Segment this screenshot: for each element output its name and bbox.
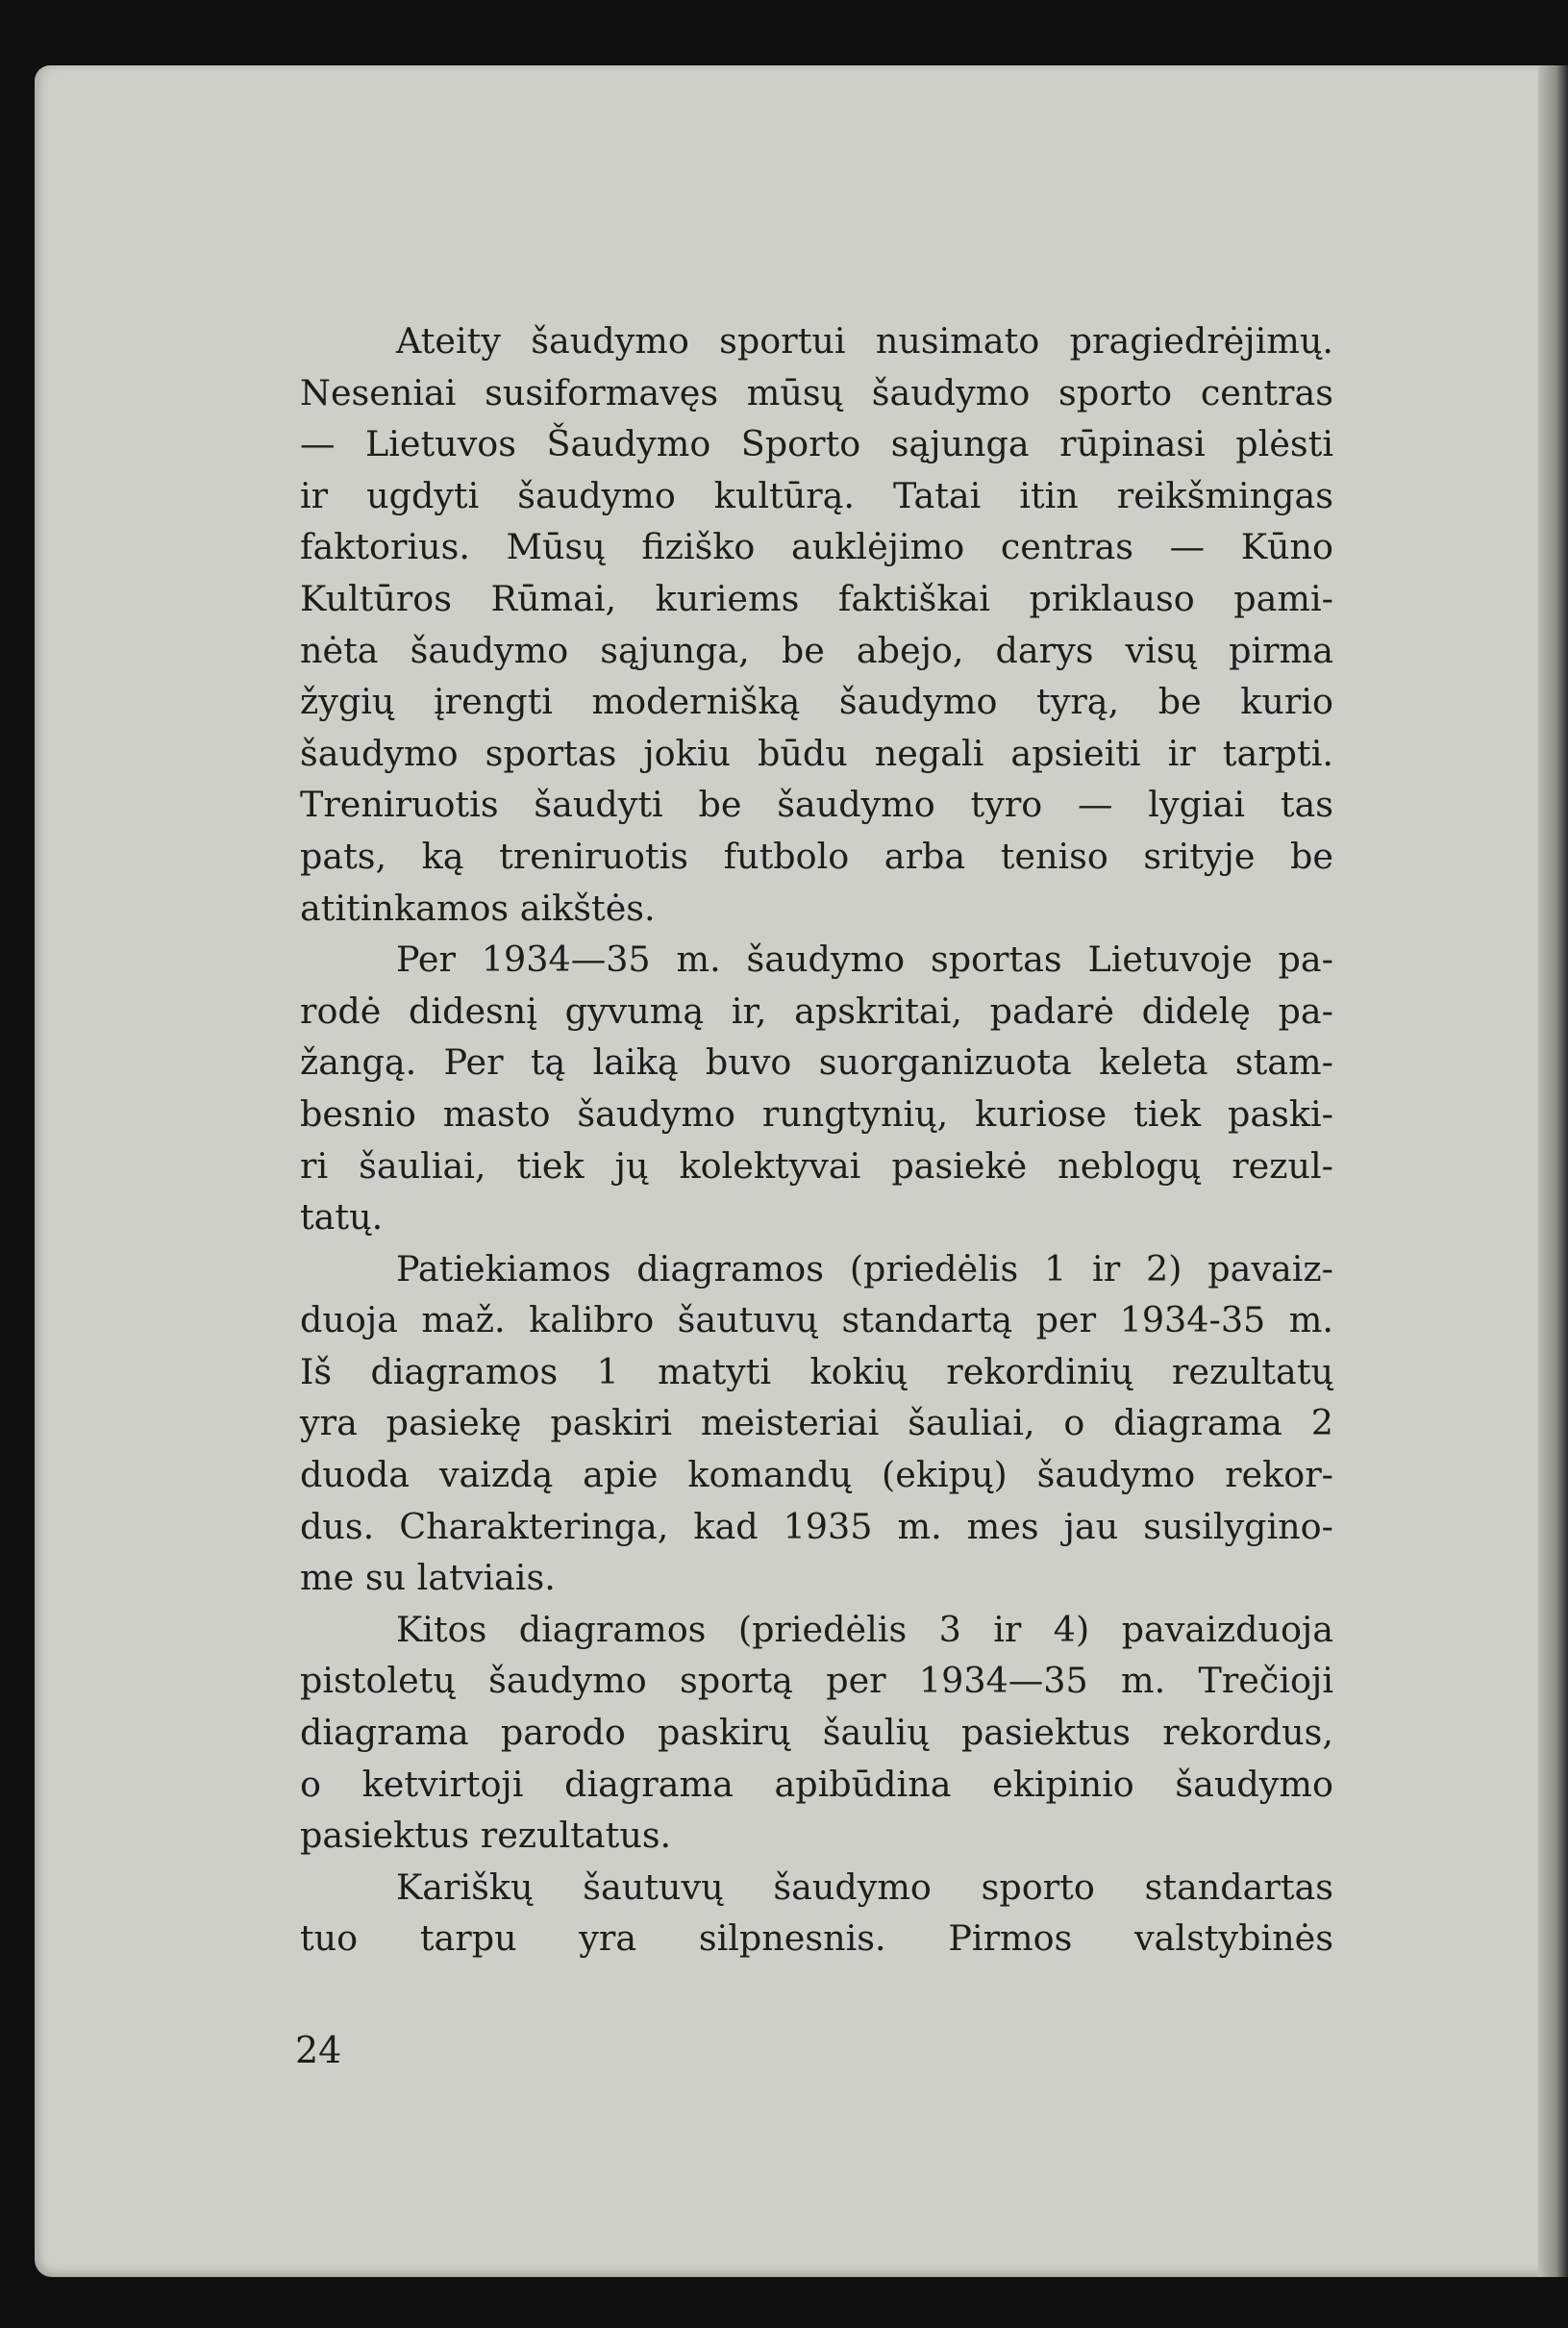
text-line: Neseniai susiformavęs mūsų šaudymo sporto centras xyxy=(300,371,1333,413)
text-line: pistoletų šaudymo sportą per 1934—35 m. Trečioji xyxy=(300,1660,1333,1702)
text-line: žangą. Per tą laiką buvo suorganizuota keleta stam- xyxy=(300,1041,1333,1084)
text-line: šaudymo sportas jokiu būdu negali apsieiti ir tarpti. xyxy=(300,732,1333,774)
text-line: Kitos diagramos (priedėlis 3 ir 4) pavaizduoja xyxy=(396,1608,1333,1650)
page-number: 24 xyxy=(295,2029,342,2071)
text-line: tuo tarpu yra silpnesnis. Pirmos valstybinės xyxy=(300,1917,1333,1960)
text-line: dus. Charakteringa, kad 1935 m. mes jau susilygino- xyxy=(300,1505,1333,1547)
text-line: Patiekiamos diagramos (priedėlis 1 ir 2) pavaiz- xyxy=(396,1247,1333,1289)
text-line: pasiektus rezultatus. xyxy=(300,1815,672,1857)
text-line: ir ugdyti šaudymo kultūrą. Tatai itin reikšmingas xyxy=(300,474,1333,516)
text-line: tatų. xyxy=(300,1196,384,1239)
text-line: Iš diagramos 1 matyti kokių rekordinių rezultatų xyxy=(300,1350,1333,1392)
text-line: — Lietuvos Šaudymo Sporto sąjunga rūpinasi plėsti xyxy=(300,423,1333,465)
text-line: žygių įrengti modernišką šaudymo tyrą, be kurio xyxy=(300,681,1333,723)
text-line: rodė didesnį gyvumą ir, apskritai, padarė didelę pa- xyxy=(300,989,1333,1032)
text-line: diagrama parodo paskirų šaulių pasiektus rekordus, xyxy=(300,1712,1333,1754)
text-line: ri šauliai, tiek jų kolektyvai pasiekė neblogų rezul- xyxy=(300,1144,1333,1187)
text-line: Kariškų šautuvų šaudymo sporto standartas xyxy=(396,1865,1333,1908)
text-line: duoja maž. kalibro šautuvų standartą per 1934-35 m. xyxy=(300,1299,1333,1341)
text-line: o ketvirtoji diagrama apibūdina ekipinio šaudymo xyxy=(300,1763,1333,1805)
body-text xyxy=(300,315,1333,1965)
text-line: me su latviais. xyxy=(300,1557,556,1599)
text-line: Kultūros Rūmai, kuriems faktiškai priklauso pami- xyxy=(300,577,1333,619)
text-line: nėta šaudymo sąjunga, be abejo, darys visų pirma xyxy=(300,629,1333,671)
text-line: faktorius. Mūsų fiziško auklėjimo centras — Kūno xyxy=(300,526,1333,568)
text-line: Ateity šaudymo sportui nusimato pragiedrėjimų. xyxy=(396,320,1333,362)
text-line: yra pasiekę paskiri meisteriai šauliai, o diagrama 2 xyxy=(300,1402,1333,1444)
text-line: duoda vaizdą apie komandų (ekipų) šaudymo rekor- xyxy=(300,1454,1333,1496)
text-line: atitinkamos aikštės. xyxy=(300,887,656,929)
text-line: pats, ką treniruotis futbolo arba teniso srityje be xyxy=(300,835,1333,877)
text-line: Treniruotis šaudyti be šaudymo tyro — lygiai tas xyxy=(300,784,1333,826)
page-edge xyxy=(1538,65,1568,2277)
text-line: Per 1934—35 m. šaudymo sportas Lietuvoje pa- xyxy=(396,939,1333,981)
text-line: besnio masto šaudymo rungtynių, kuriose tiek paski- xyxy=(300,1092,1333,1135)
